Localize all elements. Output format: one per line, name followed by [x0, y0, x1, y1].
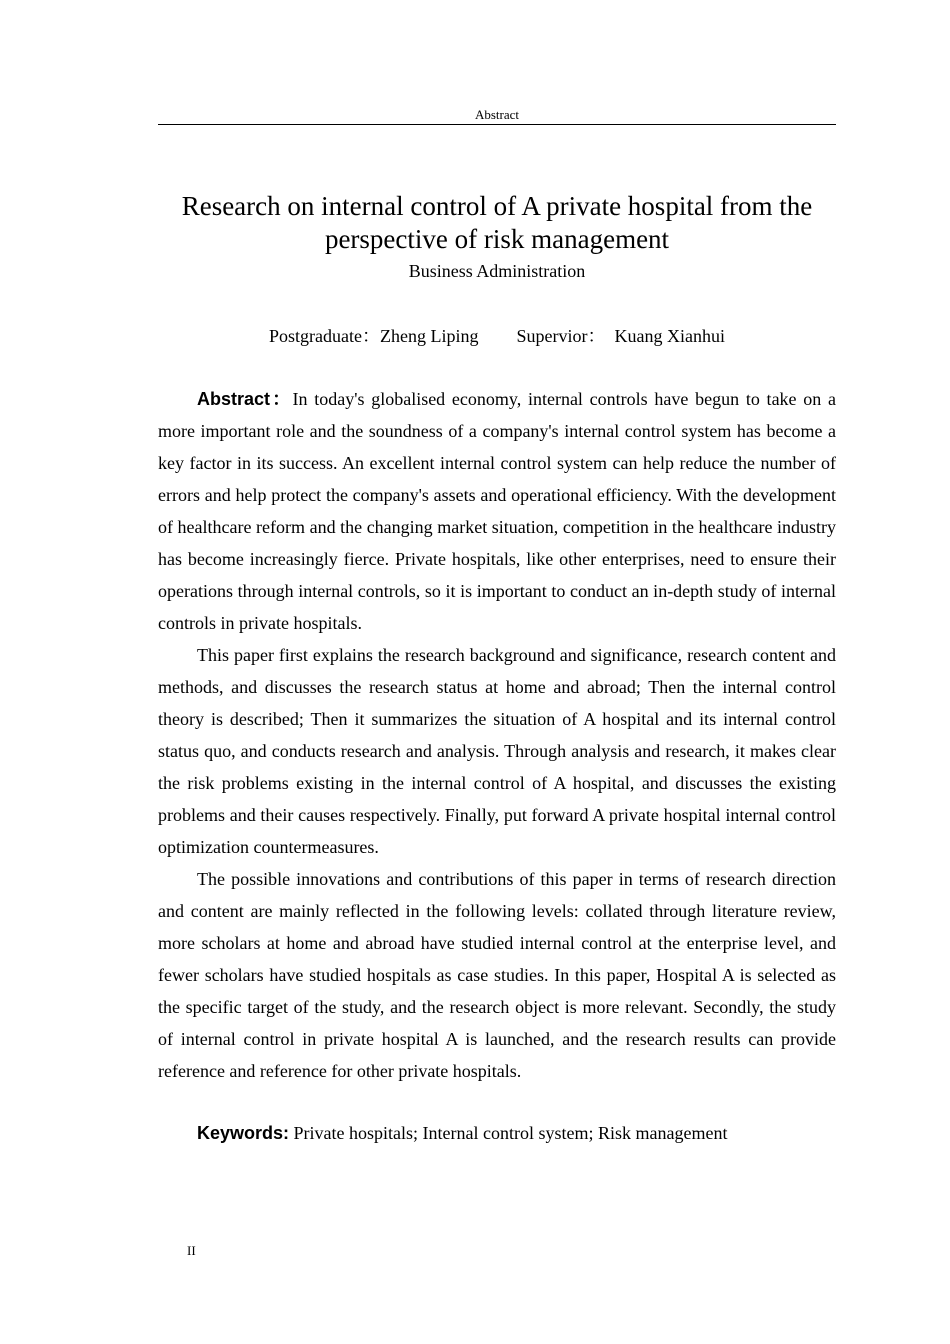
thesis-title-line-2: perspective of risk management [324, 224, 670, 254]
header-rule [158, 124, 836, 125]
major-name: Business Administration [408, 261, 586, 281]
page-number: II [187, 1243, 196, 1258]
abstract-paragraph-2: This paper first explains the research background and significance, research content and methods, and discusses the research status at home and abroad; Then the internal control theory is described; Then it summarizes the situation of A hospital and its internal control status quo, and conducts research and analysis. Through analysis and research, it makes clear the risk problems existing in the internal control of A hospital, and discusses the existing problems and their causes respectively. Finally, put forward A private hospital internal control optimization countermeasures. [158, 645, 836, 857]
keywords-line [158, 1117, 836, 1149]
keywords-text: Private hospitals; Internal control system; Risk management [293, 1123, 728, 1143]
abstract-label: Abstract： [197, 389, 293, 409]
author-line [158, 324, 836, 348]
abstract-body [158, 383, 836, 1087]
running-header: Abstract [474, 107, 520, 122]
thesis-title [150, 190, 844, 256]
supervisor-name: Kuang Xianhui [614, 326, 725, 346]
supervisor-label: Supervior： [516, 326, 606, 346]
postgraduate-label: Postgraduate： [269, 326, 380, 346]
keywords-label: Keywords: [197, 1123, 290, 1143]
abstract-paragraph-1-text: In today's globalised economy, internal controls have begun to take on a more important role and the soundness of a company's internal control system has become a key factor in its success. An excellent internal control system can help reduce the number of errors and help protect the company's assets and operational efficiency. With the development of healthcare reform and the changing market situation, competition in the healthcare industry has become increasingly fierce. Private hospitals, like other enterprises, need to ensure their operations through internal controls, so it is important to conduct an in-depth study of internal controls in private hospitals. [158, 389, 836, 633]
thesis-title-line-1: Research on internal control of A private hospital from the [181, 191, 813, 221]
abstract-paragraph-3: The possible innovations and contributions of this paper in terms of research direction and content are mainly reflected in the following levels: collated through literature review, more scholars at home and abroad have studied internal control at the enterprise level, and fewer scholars have studied hospitals as case studies. In this paper, Hospital A is selected as the specific target of the study, and the research object is more relevant. Secondly, the study of internal control in private hospital A is launched, and the research results can provide reference and reference for other private hospitals. [158, 869, 836, 1081]
abstract-paragraph-1 [158, 383, 836, 639]
postgraduate-name: Zheng Liping [380, 326, 479, 346]
